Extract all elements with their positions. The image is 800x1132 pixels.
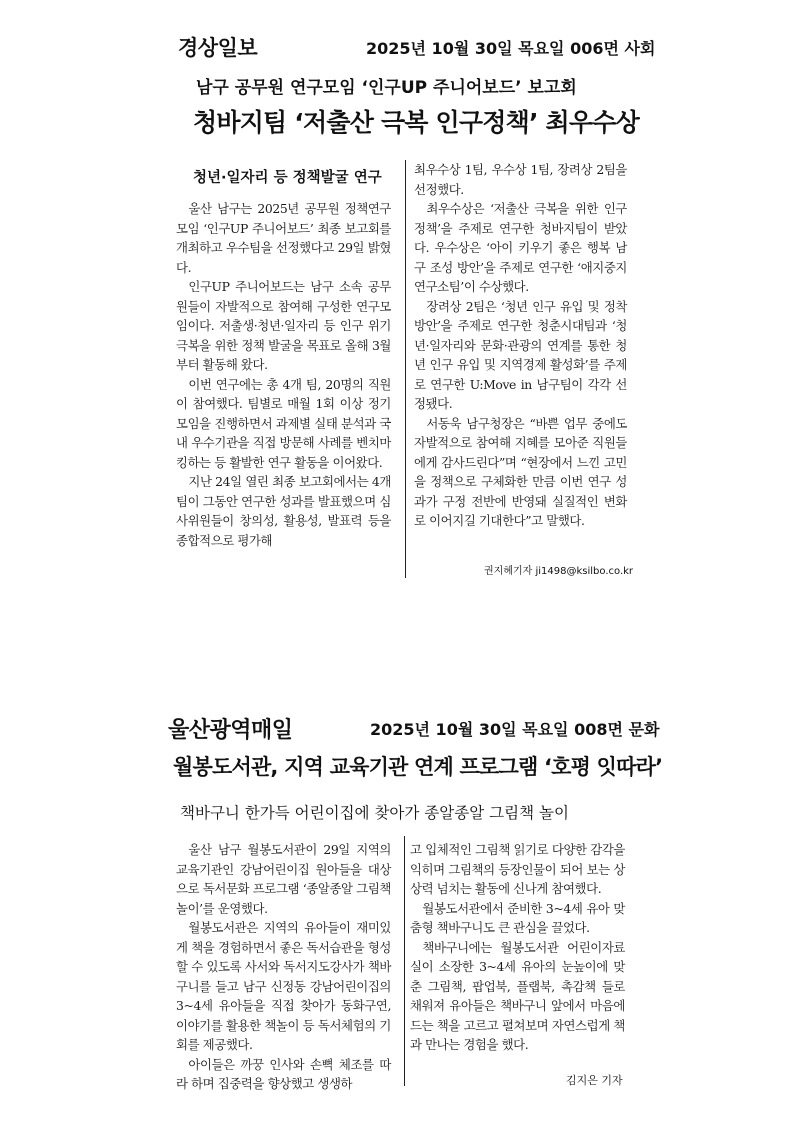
paragraph: 최우수상은 ‘저출산 극복을 위한 인구정책’을 주제로 연구한 청바지팀이 받았다. 우수상은 ‘아이 키우기 좋은 행복 남구 조성 방안’을 주제로 연구한 ‘애지중지 연구소팀’이 수상했다. (414, 201, 627, 294)
paragraph: 지난 24일 열린 최종 보고회에서는 4개 팀이 그동안 연구한 성과를 발표했으며 심사위원들이 창의성, 활용성, 발표력 등을 종합적으로 평가해 (176, 474, 391, 548)
article-column-right (410, 840, 625, 1055)
article-headline: 월봉도서관, 지역 교육기관 연계 프로그램 ‘호평 잇따라’ (173, 755, 663, 779)
dateline: 2025년 10월 30일 목요일 006면 사회 (366, 39, 656, 58)
column-divider (405, 160, 406, 578)
paragraph: 이번 연구에는 총 4개 팀, 20명의 직원이 참여했다. 팀별로 매월 1회 이상 정기 모임을 진행하면서 과제별 실태 분석과 국내 우수기관을 직접 방문해 사례를 벤치마킹하는 등 활발한 연구 활동을 이어왔다. (176, 376, 391, 470)
byline: 김지은 기자 (566, 1074, 623, 1087)
paragraph: 월봉도서관은 지역의 유아들이 재미있게 책을 경험하면서 좋은 독서습관을 형성할 수 있도록 사서와 독서지도강사가 책바구니를 들고 남구 신정동 강남어린이집의 3~4세 유아들을 직접 찾아가 동화구연, 이야기를 활용한 책놀이 등 독서체험의 기회를 제공했다. (176, 920, 391, 1052)
article-subheading: 책바구니 한가득 어린이집에 찾아가 종알종알 그림책 놀이 (180, 804, 569, 822)
paragraph: 최우수상 1팀, 우수상 1팀, 장려상 2팀을 선정했다. (414, 162, 627, 197)
paragraph: 아이들은 까꿍 인사와 손뼉 체조를 따라 하며 집중력을 향상했고 생생하 (176, 1056, 391, 1091)
article-headline: 청바지팀 ‘저출산 극복 인구정책’ 최우수상 (193, 108, 639, 137)
paragraph: 고 입체적인 그림책 읽기로 다양한 감각을 익히며 그림책의 등장인물이 되어 보는 상상력 넘치는 활동에 신나게 참여했다. (410, 842, 625, 896)
byline: 권지혜기자 ji1498@ksilbo.co.kr (484, 566, 634, 577)
paragraph: 울산 남구는 2025년 공무원 정책연구모임 ‘인구UP 주니어보드’ 최종 보고회를 개최하고 우수팀을 선정했다고 29일 밝혔다. (176, 201, 391, 275)
newspaper-masthead: 경상일보 (178, 36, 258, 60)
paragraph: 장려상 2팀은 ‘청년 인구 유입 및 정착 방안’을 주제로 연구한 청춘시대팀과 ‘청년·일자리와 문화·관광의 연계를 통한 청년 인구 유입 및 지역경제 활성화’를 주제로 연구한 U:Move in 남구팀이 각각 선정됐다. (414, 298, 627, 411)
paragraph: 서동욱 남구청장은 “바쁜 업무 중에도 자발적으로 참여해 지혜를 모아준 직원들에게 감사드린다”며 “현장에서 느낀 고민을 정책으로 구체화한 만큼 이번 연구 성과가 구정 전반에 반영돼 실질적인 변화로 이어지길 기대한다”고 말했다. (414, 415, 627, 528)
dateline: 2025년 10월 30일 목요일 008면 문화 (370, 720, 660, 739)
paragraph: 인구UP 주니어보드는 남구 소속 공무원들이 자발적으로 참여해 구성한 연구모임이다. 저출생·청년·일자리 등 인구 위기 극복을 위한 정책 발굴을 목표로 올해 3월부터 활동해 왔다. (176, 279, 391, 372)
article-column-left (176, 840, 391, 1094)
paragraph: 울산 남구 월봉도서관이 29일 지역의 교육기관인 강남어린이집 원아들을 대상으로 독서문화 프로그램 ‘종알종알 그림책 놀이’를 운영했다. (176, 842, 391, 916)
paragraph: 책바구니에는 월봉도서관 어린이자료실이 소장한 3~4세 유아의 눈높이에 맞춘 그림책, 팝업북, 플랩북, 촉감책 들로 채워져 유아들은 책바구니 앞에서 마음에 드는 책을 고르고 펼쳐보며 자연스럽게 책과 만나는 경험을 했다. (410, 939, 625, 1052)
newspaper-masthead: 울산광역매일 (168, 718, 293, 743)
article-subheading: 청년·일자리 등 정책발굴 연구 (193, 170, 382, 186)
article-column-left (176, 199, 391, 550)
paragraph: 월봉도서관에서 준비한 3~4세 유아 맞춤형 책바구니도 큰 관심을 끌었다. (410, 900, 625, 935)
column-divider (404, 836, 405, 1086)
article-kicker: 남구 공무원 연구모임 ‘인구UP 주니어보드’ 보고회 (196, 78, 577, 98)
article-column-right (414, 160, 627, 531)
